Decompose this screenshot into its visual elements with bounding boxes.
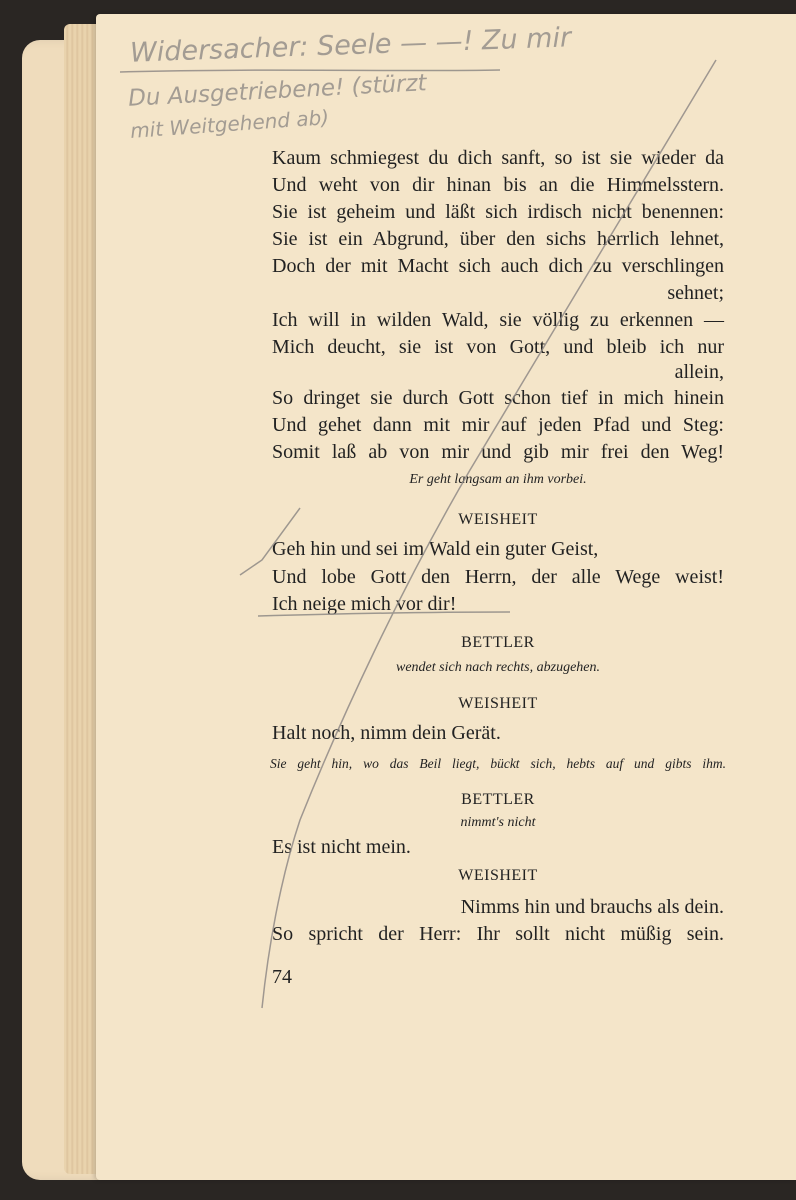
stage-direction: nimmt's nicht bbox=[460, 815, 536, 830]
verse-line: sehnet; bbox=[667, 282, 724, 304]
verse-line: Und weht von dir hinan bis an die Himmelsstern. bbox=[272, 174, 724, 196]
verse-line: Geh hin und sei im Wald ein guter Geist, bbox=[272, 538, 599, 560]
page-number: 74 bbox=[272, 966, 292, 988]
speaker-name: BETTLER bbox=[461, 791, 535, 808]
speaker-name: WEISHEIT bbox=[458, 695, 538, 712]
pencil-underline bbox=[120, 70, 500, 72]
pencil-note-3: mit Weitgehend ab) bbox=[129, 105, 330, 143]
verse-line: Es ist nicht mein. bbox=[272, 836, 411, 858]
verse-line: Und gehet dann mit mir auf jeden Pfad und Steg: bbox=[272, 414, 724, 436]
verse-line: Sie ist ein Abgrund, über den sichs herrlich lehnet, bbox=[272, 228, 724, 250]
verse-line: Ich will in wilden Wald, sie völlig zu erkennen — bbox=[272, 309, 724, 331]
verse-line: Ich neige mich vor dir! bbox=[272, 593, 457, 615]
stage-direction: wendet sich nach rechts, abzugehen. bbox=[396, 660, 600, 675]
pencil-strikethrough bbox=[258, 612, 510, 616]
verse-line: Und lobe Gott den Herrn, der alle Wege weist! bbox=[272, 566, 724, 588]
verse-line: Somit laß ab von mir und gib mir frei den Weg! bbox=[272, 441, 724, 463]
speaker-name: WEISHEIT bbox=[458, 511, 538, 528]
verse-line: Nimms hin und brauchs als dein. bbox=[460, 896, 724, 918]
stage-direction: Er geht langsam an ihm vorbei. bbox=[409, 472, 587, 487]
verse-line: Mich deucht, sie ist von Gott, und bleib ich nur bbox=[272, 336, 724, 358]
verse-line: allein, bbox=[674, 361, 724, 383]
verse-line: Halt noch, nimm dein Gerät. bbox=[272, 722, 501, 744]
speaker-name: WEISHEIT bbox=[458, 867, 538, 884]
verse-line: So dringet sie durch Gott schon tief in mich hinein bbox=[272, 387, 724, 409]
stage-direction: Sie geht hin, wo das Beil liegt, bückt sich, hebts auf und gibts ihm. bbox=[270, 756, 726, 771]
speaker-name: BETTLER bbox=[461, 634, 535, 651]
pencil-note-2: Du Ausgetriebene! (stürzt bbox=[127, 70, 428, 112]
pencil-note-1: Widersacher: Seele — —! Zu mir bbox=[129, 22, 572, 69]
verse-line: Doch der mit Macht sich auch dich zu verschlingen bbox=[272, 255, 724, 277]
verse-line: Kaum schmiegest du dich sanft, so ist sie wieder da bbox=[272, 147, 724, 169]
verse-line: So spricht der Herr: Ihr sollt nicht müßig sein. bbox=[272, 923, 724, 945]
pencil-strike-line bbox=[262, 60, 716, 1008]
pencil-mark bbox=[240, 508, 300, 575]
verse-line: Sie ist geheim und läßt sich irdisch nicht benennen: bbox=[272, 201, 724, 223]
